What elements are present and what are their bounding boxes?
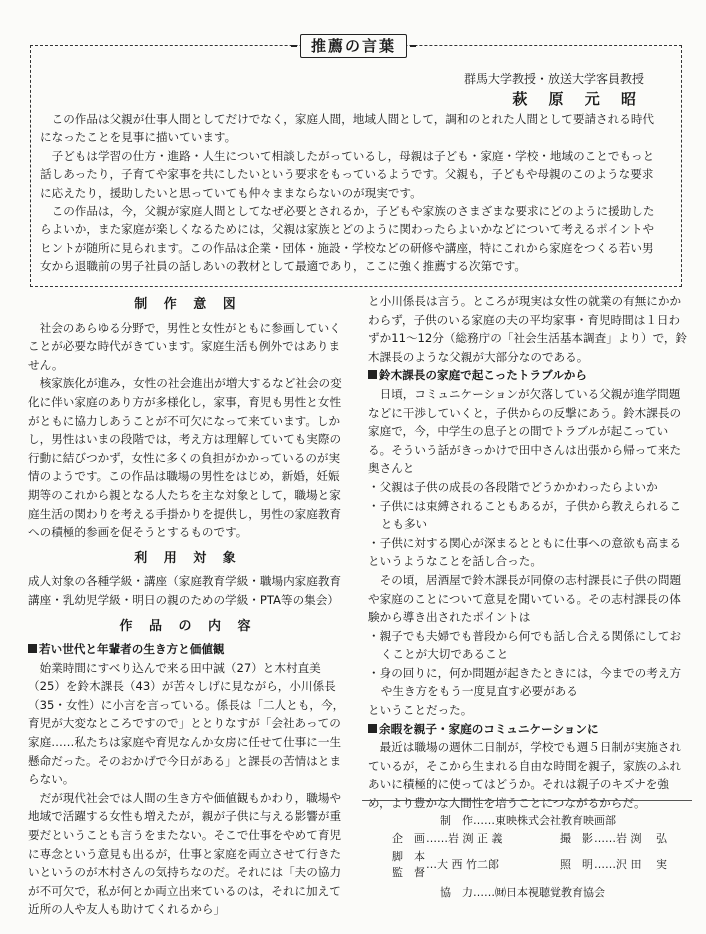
left-column	[28, 296, 348, 919]
content-subheading	[368, 366, 690, 385]
credit-camera-name: ……岩 渕 弘	[594, 832, 667, 845]
content-subheading	[368, 720, 690, 739]
subheading-text: 鈴木課長の家庭で起こったトラブルから	[379, 368, 587, 383]
recommendation-body	[40, 110, 662, 276]
right-column	[368, 292, 690, 813]
credit-plan-label: 企 画	[392, 832, 425, 845]
credit-director-label: 監 督	[392, 866, 425, 879]
recommendation-paragraph: この作品は父親が仕事人間としてだけでなく，家庭人間，地域人間として，調和のとれた人間として要請される時代になったことを見事に描いています。	[40, 112, 655, 145]
credit-production: 制 作……東映株式会社教育映画部	[440, 814, 616, 827]
credits-divider	[362, 800, 692, 801]
recommender-name: 萩 原 元 昭	[512, 90, 644, 108]
credit-light-label: 照 明	[560, 858, 593, 871]
subheading-text: 若い世代と年輩者の生き方と価値観	[39, 642, 225, 657]
recommender-affiliation: 群馬大学教授・放送大学客員教授	[463, 72, 644, 86]
credit-script-label: 脚 本	[392, 850, 425, 863]
square-bullet-icon	[28, 644, 37, 653]
credit-cooperation: 協 力……㈶日本視聴覚教育協会	[440, 886, 605, 899]
content-subheading	[28, 640, 348, 659]
subheading-text: 余暇を親子・家庭のコミュニケーションに	[379, 721, 599, 736]
recommendation-paragraph: この作品は，今，父親が家庭人間としてなぜ必要とされるか，子どもや家族のさまざまな要求にどのように援助したらよいか，また家庭が楽しくなるためには，父親は家族とどのように関わったらよいかなどについて考えるポイントやヒントが随所に見られます。この作品は企業・団体・施設・学校などの研修や講座，特にこれから家庭をつくる若い男女から退職前の男子社員の話しあいの教材として最適であり，ここに強く推薦する次第です。	[40, 204, 655, 274]
recommendation-paragraph: 子どもは学習の仕方・進路・人生について相談したがっているし，母親は子ども・家庭・学校・地域のことでもっと話しあったり，子育てや家事を共にしたいという要求をもっているようです。父親も，子どもや母親のこのような要求に応えたり，援助したいと思っていても仲々ままならないのが現実です。	[40, 148, 655, 200]
content-heading: 作 品 の 内 容	[119, 618, 257, 634]
content-paragraph: ということだった。	[368, 703, 473, 718]
intent-heading: 制 作 意 図	[134, 297, 242, 312]
credit-director-name: …大 西 竹二郎	[426, 858, 499, 871]
content-paragraph: 始業時間にすべり込んで来る田中誠（27）と木村直美（25）を鈴木課長（43）が苦々しげに見ながら，小川係長（35・女性）に小言を言っている。係長は「二人とも，今，育児が大変なところですので」ととりなすが「会社あっての家庭……私たちは家庭や育児なんか女房に任せて仕事に一生懸命だった。そのおかげで今日がある」と課長の苦情はとまらない。	[28, 660, 345, 787]
square-bullet-icon	[368, 370, 377, 379]
recommendation-title: 推薦の言葉	[300, 34, 407, 58]
list-item: ・子供に対する関心が深まるとともに仕事への意欲も高まる	[368, 535, 682, 550]
list-item: ・父親は子供の成長の各段階でどうかかわったらよいか	[368, 479, 658, 494]
list-item: ・子供には束縛されることもあるが，子供から教えられることも多い	[368, 498, 682, 532]
target-heading: 利 用 対 象	[134, 550, 242, 566]
credit-light-name: ……沢 田 実	[594, 858, 667, 871]
content-paragraph: と小川係長は言う。ところが現実は女性の就業の有無にかかわらず，子供のいる家庭の夫の平均家事・育児時間は１日わずか11～12分（総務庁の「社会生活基本調査」より）で，鈴木課長のような父親が大部分なのである。	[368, 294, 688, 364]
content-paragraph: だが現代社会では人間の生き方や価値観もかわり，職場や地域で活躍する女性も増えたが，親が子供に与える影響が重要だということも言うをまたない。そこで仕事をやめて育児に専念という意見も出るが，仕事と家庭を両立させて行きたいというのが木村さんの気持ちなのだ。それには「夫の協力が不可欠で，私が何とか両立出来ているのは，それに加えて近所の人や友人も助けてくれるから」	[28, 790, 342, 917]
intent-paragraph: 社会のあらゆる分野で，男性と女性がともに参画していくことが必要な時代がきています。家庭生活も例外ではありません。	[28, 320, 341, 372]
list-item: ・身の回りに，何か問題が起きたときには，今までの考え方や生き方をもう一度見直す必要がある	[368, 665, 682, 699]
square-bullet-icon	[368, 724, 377, 733]
credit-camera-label: 撮 影	[560, 832, 593, 845]
content-paragraph: その頃，居酒屋で鈴木課長が同僚の志村課長に子供の問題や家庭のことについて意見を聞いている。その志村課長の体験から導き出されたポイントは	[368, 572, 682, 625]
target-text: 成人対象の各種学級・講座（家庭教育学級・職場内家庭教育講座・乳幼児学級・明日の親のための学級・PTA等の集会）	[28, 574, 342, 607]
content-paragraph: 最近は職場の週休二日制が，学校でも週５日制が実施されているが，そこから生まれる自由な時間を親子，家族のふれあいに積極的に使ってはどうか。それは親子のキズナを強め，より豊かな人間性を培うことにつながるからだ。	[368, 740, 682, 811]
intent-paragraph: 核家族化が進み，女性の社会進出が増大するなど社会の変化に伴い家庭のあり方が多様化し，家事，育児も男性と女性がともに協力しあうことが不可欠になって来ています。しかし，男性はいまの段階では，考え方は理解していても実際の行動に結びつかず，女性に多くの負担がかかっているのが実情のようです。この作品は職場の男性をはじめ，新婚，妊娠期等のこれから親となる人たちを主な対象として，職場と家庭生活の関わりを考える手掛かりを提供し，男性の家庭教育への積極的参画を促そうとするものです。	[28, 376, 342, 540]
credit-plan-name: ……岩 渕 正 義	[426, 832, 503, 845]
content-paragraph: 日頃，コミュニケーションが欠落している父親が進学問題などに干渉していくと，子供からの反撃にあう。鈴木課長の家庭で，今，中学生の息子との間でトラブルが起こっている。そういう話がきっかけで田中さんは出張から帰って来た奥さんと	[368, 386, 682, 476]
list-item: ・親子でも夫婦でも普段から何でも話し合える関係にしておくことが大切であること	[368, 628, 682, 662]
content-paragraph: というようなことを話し合った。	[368, 554, 542, 569]
